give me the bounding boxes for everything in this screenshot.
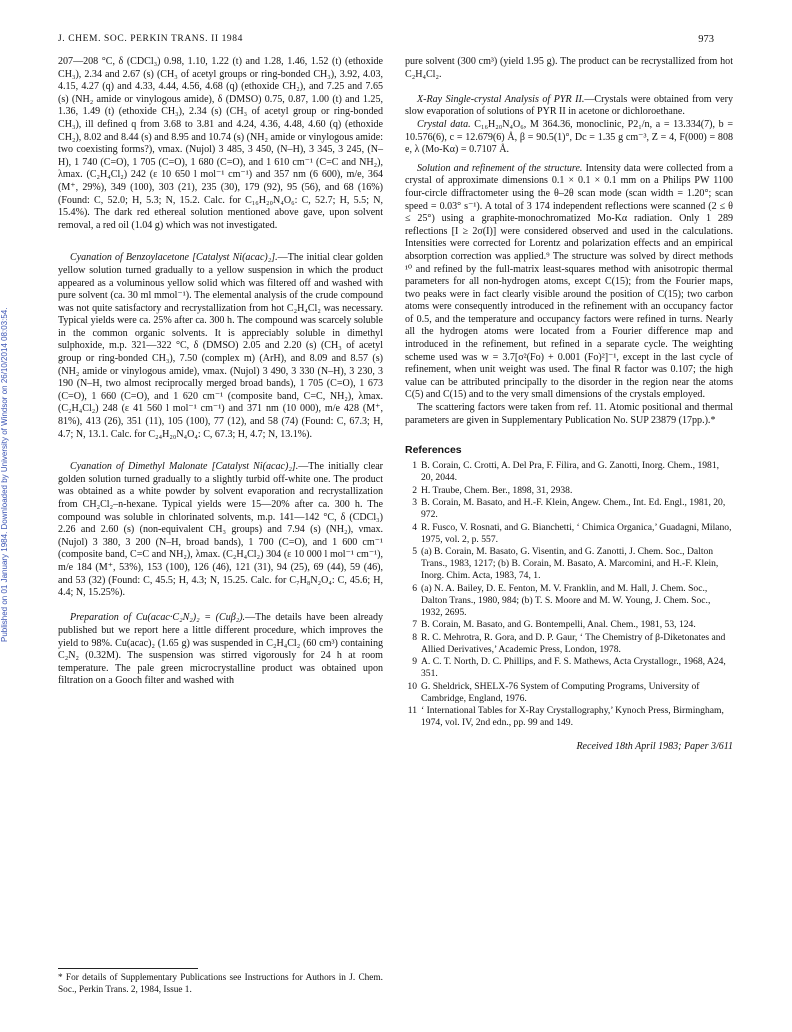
reference-item <box>405 681 733 705</box>
reference-number: 9 <box>412 656 417 668</box>
section-benzoylacetone <box>58 252 383 441</box>
solution-title: Solution and refinement of the structure. <box>417 162 583 174</box>
crystal-data <box>405 119 733 157</box>
crystal-data-title: Crystal data. <box>417 118 471 130</box>
crystal-data-body: C₁₆H₂₀N₄O₆, M 364.36, monoclinic, P2₁/n, a = 13.334(7), b = 10.576(6), c = 12.679(6) Å, β = 90.5(1)°, Dc = 1.35 g cm⁻³, Z = 4, F(000) = 808 e, λ (Mo-Kα) = 0.7107 Å. <box>405 118 733 156</box>
reference-text: R. C. Mehrotra, R. Gora, and D. P. Gaur, ‘ The Chemistry of β-Diketonates and Allied Derivatives,’ Academic Press, London, 1978. <box>421 631 726 655</box>
reference-item <box>405 497 733 521</box>
received-date: Received 18th April 1983; Paper 3/611 <box>576 741 733 753</box>
reference-text: R. Fusco, V. Rosnati, and G. Bianchetti, ‘ Chimica Organica,’ Guadagni, Milano, 1975, vol. 2, p. 557. <box>421 521 732 545</box>
references-list <box>405 460 733 729</box>
reference-text: A. C. T. North, D. C. Phillips, and F. S. Mathews, Acta Crystallogr., 1968, A24, 351. <box>421 656 726 680</box>
section-title: Cyanation of Dimethyl Malonate [Catalyst Ni(acac)₂]. <box>70 461 299 473</box>
section-xray <box>405 94 733 119</box>
reference-number: 4 <box>412 521 417 533</box>
reference-text: ‘ International Tables for X-Ray Crystallography,’ Kynoch Press, Birmingham, 1974, vol. IV, 2nd edn., pp. 99 and 149. <box>421 705 724 729</box>
footnote: * For details of Supplementary Publications see Instructions for Authors in J. Chem. Soc., Perkin Trans. 2, 1984, Issue 1. <box>58 973 383 995</box>
reference-item <box>405 619 733 631</box>
solution-body: Intensity data were collected from a crystal of approximate dimensions 0.1 × 0.1 × 0.1 mm on a Philips PW 1100 four-circle diffractometer using the θ–2θ scan mode (scan width = 1.20°; scan speed = 0.03° s⁻¹). A total of 3 174 independent reflections were scanned (2 ≤ θ ≤ 25°) using a graphite-monochromatized Mo-Kα radiation. Only 1 289 reflections [I ≥ 2σ(I)] were considered observed and used in the calculations. Intensities were corrected for Lorentz and polarization effects and an empirical absorption correction was applied.⁹ The structure was solved by direct methods ¹⁰ and refined by the full-matrix least-squares method with anisotropic thermal parameters for all non-hydrogen atoms, except C(15); from the Fourier maps, two peaks were in fact clearly visible around the position of C(15); two carbon atoms were consequently introduced in the refinement with an occupancy factor of 0.5, and the temperature and occupancy factors were refined in turns. Nearly all the hydrogen atoms were located from a Fourier difference map and introduced in the refinement, but refined in a separate cycle. The weighting scheme used was w = 3.7[σ²(Fo) + 0.001 (Fo)²]⁻¹, except in the last cycle of refinement, when unit weight was used. The final R factor was 0.107; the high value can be attributed principally to the disorder in the region near the atoms C(5) and C(15) and to the very small dimensions of the crystals employed. <box>405 162 733 401</box>
reference-item <box>405 485 733 497</box>
reference-text: H. Traube, Chem. Ber., 1898, 31, 2938. <box>421 484 573 496</box>
reference-item <box>405 522 733 546</box>
reference-item <box>405 656 733 680</box>
reference-item <box>405 460 733 484</box>
reference-text: (a) N. A. Bailey, D. E. Fenton, M. V. Franklin, and M. Hall, J. Chem. Soc., Dalton Trans., 1980, 984; (b) T. S. Moore and M. W. Young, J. Chem. Soc., 1932, 2695. <box>421 582 711 618</box>
footnote-rule <box>58 968 198 969</box>
section-body: —The details have been already published but we report here a little different procedure, which improves the yield to 98%. Cu(acac)₂ (1.65 g) was suspended in C₂H₄Cl₂ (60 cm³) containing C₂N₂ (0.32M). The suspension was stirred vigorously for 24 h at room temperature. The pale green microcrystalline product was obtained upon filtration on a Gooch filter and washed with <box>58 612 383 687</box>
section-title: Cyanation of Benzoylacetone [Catalyst Ni(acac)₂]. <box>70 252 278 264</box>
solution-refinement <box>405 163 733 402</box>
reference-number: 3 <box>412 497 417 509</box>
reference-text: B. Corain, M. Basato, and G. Bontempelli, Anal. Chem., 1981, 53, 124. <box>421 619 696 631</box>
section-preparation <box>58 612 383 688</box>
reference-text: G. Sheldrick, SHELX-76 System of Computing Programs, University of Cambridge, England, 1976. <box>421 680 700 704</box>
reference-item <box>405 705 733 729</box>
footnote-block <box>58 958 383 996</box>
reference-number: 2 <box>412 484 417 496</box>
scattering-paragraph: The scattering factors were taken from ref. 11. Atomic positional and thermal parameters are given in Supplementary Publication No. SUP 23879 (17pp.).* <box>405 402 733 426</box>
references-heading: References <box>405 443 462 456</box>
section-title: X-Ray Single-crystal Analysis of PYR II. <box>417 93 585 105</box>
reference-number: 8 <box>412 631 417 643</box>
section-body: —Crystals were obtained from very slow evaporation of solutions of PYR II in acetone or dichloroethane. <box>405 93 733 118</box>
download-watermark: Published on 01 January 1984. Downloaded by University of Windsor on 26/10/2014 08:03:54. <box>0 307 9 643</box>
section-body: —The initially clear golden solution turned gradually to a slightly turbid off-white one. The product was obtained as a white powder by solvent evaporation and recrystallization from CH₂Cl₂–n-hexane. Typical yields were 15—20% after ca. 300 h. The compound was soluble in chlorinated solvents, m.p. 141—142 °C, δ (CDCl₃) 2.26 and 2.60 (s) (non-equivalent CH₃ groups) and 7.94 (s) (NH₂), νmax. (Nujol) 3 380, 3 200 (N–H, broad bands), 1 700 (C=O), and 1 600 cm⁻¹ (composite band, C=C and NH₂), λmax. (C₂H₄Cl₂) 304 (ε 10 000 l mol⁻¹ cm⁻¹), m/e 184 (M⁺, 53%), 153 (100), 126 (46), 121 (31), 94 (25), 69 (44), 59 (46), and 53 (32) (Found: C, 45.5; H, 4.3; N, 15.25. Calc. for C₇H₈N₂O₄: C, 45.6; H, 4.4; N, 15.25%). <box>58 461 383 599</box>
reference-text: (a) B. Corain, M. Basato, G. Visentin, and G. Zanotti, J. Chem. Soc., Dalton Trans., 1983, 1217; (b) B. Corain, M. Basato, A. Marcomini, and H.-F. Klein, Inorg. Chim. Acta, 1983, 74, 1. <box>421 546 719 582</box>
reference-number: 6 <box>412 582 417 594</box>
section-dimethyl-malonate <box>58 461 383 600</box>
reference-text: B. Corain, C. Crotti, A. Del Pra, F. Filira, and G. Zanotti, Inorg. Chem., 1981, 20, 2044. <box>421 460 720 484</box>
reference-number: 10 <box>407 680 417 692</box>
section-title: Preparation of Cu(acac·C₂N₂)₂ = (Cuβ₂). <box>70 612 246 624</box>
paragraph-continued: pure solvent (300 cm³) (yield 1.95 g). The product can be recrystallized from hot C₂H₄Cl₂. <box>405 56 733 80</box>
running-header <box>58 34 752 48</box>
reference-item <box>405 546 733 582</box>
right-column <box>405 56 733 754</box>
reference-item <box>405 632 733 656</box>
reference-text: B. Corain, M. Basato, and H.-F. Klein, Angew. Chem., Int. Ed. Engl., 1981, 20, 972. <box>421 497 726 521</box>
reference-item <box>405 583 733 619</box>
journal-title: J. CHEM. SOC. PERKIN TRANS. II 1984 <box>58 34 243 44</box>
reference-number: 7 <box>412 619 417 631</box>
page-number: 973 <box>698 34 714 45</box>
reference-number: 11 <box>407 705 417 717</box>
reference-number: 1 <box>412 460 417 472</box>
left-column <box>58 56 383 688</box>
reference-number: 5 <box>412 546 417 558</box>
paragraph-continued: 207—208 °C, δ (CDCl₃) 0.98, 1.10, 1.22 (t) and 1.28, 1.46, 1.52 (t) (ethoxide CH₃), 2.34 and 2.67 (s) (CH₃ of acetyl groups or ring-bonded CH₃), 3.92, 4.03, 4.15, 4.27 (q) and 4.33, 4.44, 4.56, 4.68 (q) (ethoxide CH₂), and 7.25 and 7.65 (s) (NH₂ amide or vinylogous amide), δ (DMSO) 0.75, 0.87, 1.00 (t) and 1.25, 1.36, 1.49 (t) (ethoxide CH₃), 2.34 (s) (CH₃ of acetyl group or ring-bonded CH₃), ill defined q from 3.68 to 3.81 and 4.24, 4.36, 4.48, 4.60 (q) (ethoxide CH₂), 8.02 and 8.44 (s) and 8.95 and 10.74 (s) (NH₂ amide or vinylogous amide: two coexisting forms?), νmax. (Nujol) 3 485, 3 450, (N–H), 3 345, 3 245, (N–H), 1 740 (C=O), 1 705 (C=O), 1 680 (C=O), and 1 610 cm⁻¹ (C=C and NH₂), λmax. (C₂H₄Cl₂) 242 (ε 10 650 l mol⁻¹ cm⁻¹) and 357 nm (6 600), m/e, 364 (M⁺, 29%), 349 (100), 303 (21), 235 (30), 179 (92), 95 (56), and 68 (16%) (Found: C, 52.0; H, 5.3; N, 15.2. Calc. for C₁₆H₂₀N₄O₆: C, 52.7; H, 5.5; N, 15.4%). The dark red ethereal solution mentioned above gave, upon solvent removal, a red oil (1.04 g) which was not investigated. <box>58 56 383 231</box>
section-body: —The initial clear golden yellow solution turned gradually to a yellow suspension in which the product appeared as a voluminous yellow solid which was filtered off and washed with pure solvent (ca. 30 ml mmol⁻¹). The elemental analysis of the crude compound was not quite satisfactory and recrystallization from hot C₂H₄Cl₂ was necessary. Typical yields were ca. 25% after ca. 300 h. The compound was scarcely soluble in the common organic solvents. It is appreciably soluble in dimethyl sulphoxide, m.p. 321—322 °C, δ (DMSO) 2.05 and 2.20 (s) (CH₃ of acetyl group or ring-bonded CH₃), 7.50 (complex m) (ArH), and 8.09 and 8.57 (s) (NH₂ amide or vinylogous amide), νmax. (Nujol) 3 490, 3 330 (N–H), 3 230, 3 190 (N–H, two almost reciprocally merged broad bands), 1 705 (C=O), 1 673 (C=O), 1 660 (C=O), and 1 620 cm⁻¹ (composite band, C=C, NH₂), λmax. (C₂H₄Cl₂) 248 (ε 41 560 l mol⁻¹ cm⁻¹) and 371 nm (10 000), m/e 428 (M⁺, 81%), 413 (26), 351 (11), 105 (100), 77 (12), and 58 (74) (Found: C, 67.3; H, 4.7; N, 13.1. Calc. for C₂₄H₂₀N₄O₄: C, 67.3; H, 4.7; N, 13.1%). <box>58 252 383 440</box>
